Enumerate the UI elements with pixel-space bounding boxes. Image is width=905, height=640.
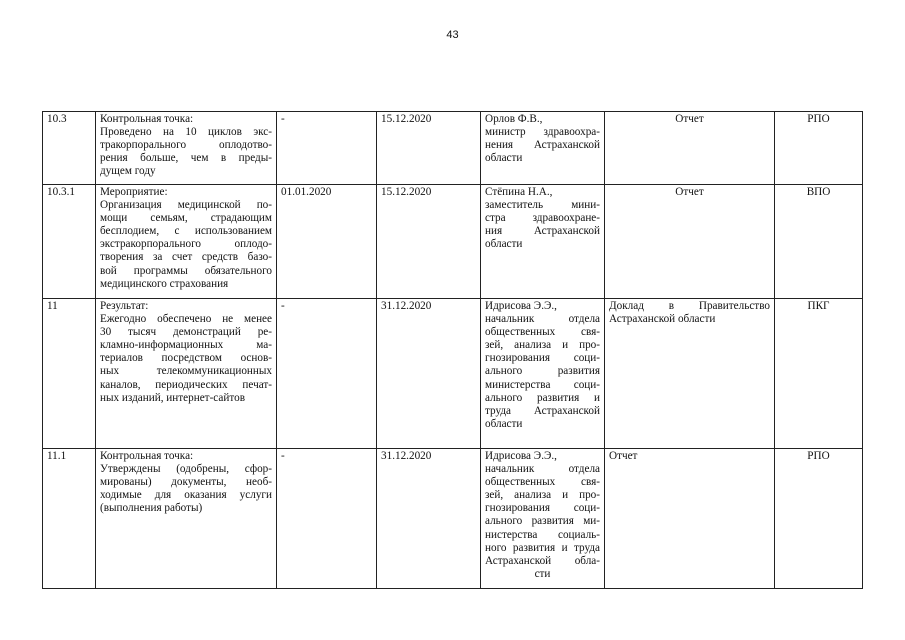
table-row: [43, 112, 863, 185]
page-number: 43: [446, 29, 459, 41]
start-date: -: [277, 112, 377, 185]
responsible-person: Стёпина Н.А., заместитель мини- стра здравоохране- ния Астраханской области: [481, 185, 605, 299]
item-number: 10.3: [43, 112, 96, 185]
end-date: 15.12.2020: [377, 112, 481, 185]
item-number: 11: [43, 299, 96, 449]
responsible-person: Идрисова Э.Э., начальник отдела общественных свя- зей, анализа и про- гнозирования соци- ального развития ми- нистерства социаль- ного развития и труда Астраханской обла- сти: [481, 449, 605, 589]
end-date: 31.12.2020: [377, 449, 481, 589]
table-row: [43, 185, 863, 299]
start-date: -: [277, 299, 377, 449]
item-description: Мероприятие: Организация медицинской по- мощи семьям, страдающим бесплодием, с использованием экстракорпорального оплодо- творения за счет средств базо- вой программы обязательного медицинского страхования: [96, 185, 277, 299]
end-date: 15.12.2020: [377, 185, 481, 299]
item-description: Результат: Ежегодно обеспечено не менее 30 тысяч демонстраций ре- кламно-информационных ма- териалов посредством основ- ных телекоммуникационных каналов, периодических печат- ных изданий, интернет-сайтов: [96, 299, 277, 449]
plan-table-body: [43, 112, 863, 589]
responsible-person: Орлов Ф.В., министр здравоохра- нения Астраханской области: [481, 112, 605, 185]
item-number: 10.3.1: [43, 185, 96, 299]
control-level: РПО: [775, 112, 863, 185]
table-row: [43, 449, 863, 589]
report-document: Отчет: [605, 449, 775, 589]
start-date: -: [277, 449, 377, 589]
item-number: 11.1: [43, 449, 96, 589]
start-date: 01.01.2020: [277, 185, 377, 299]
item-description: Контрольная точка: Утверждены (одобрены, сфор- мированы) документы, необ- ходимые для оказания услуги (выполнения работы): [96, 449, 277, 589]
responsible-person: Идрисова Э.Э., начальник отдела общественных свя- зей, анализа и про- гнозирования соци- ального развития министерства соци- ального развития и труда Астраханской области: [481, 299, 605, 449]
end-date: 31.12.2020: [377, 299, 481, 449]
report-document: Отчет: [605, 112, 775, 185]
item-description: Контрольная точка: Проведено на 10 циклов экс- тракорпорального оплодотво- рения больше, чем в преды- дущем году: [96, 112, 277, 185]
control-level: РПО: [775, 449, 863, 589]
table-row: [43, 299, 863, 449]
control-level: ПКГ: [775, 299, 863, 449]
report-document: Отчет: [605, 185, 775, 299]
report-document: Доклад в Правительство Астраханской области: [605, 299, 775, 449]
control-level: ВПО: [775, 185, 863, 299]
plan-table: [42, 111, 863, 589]
